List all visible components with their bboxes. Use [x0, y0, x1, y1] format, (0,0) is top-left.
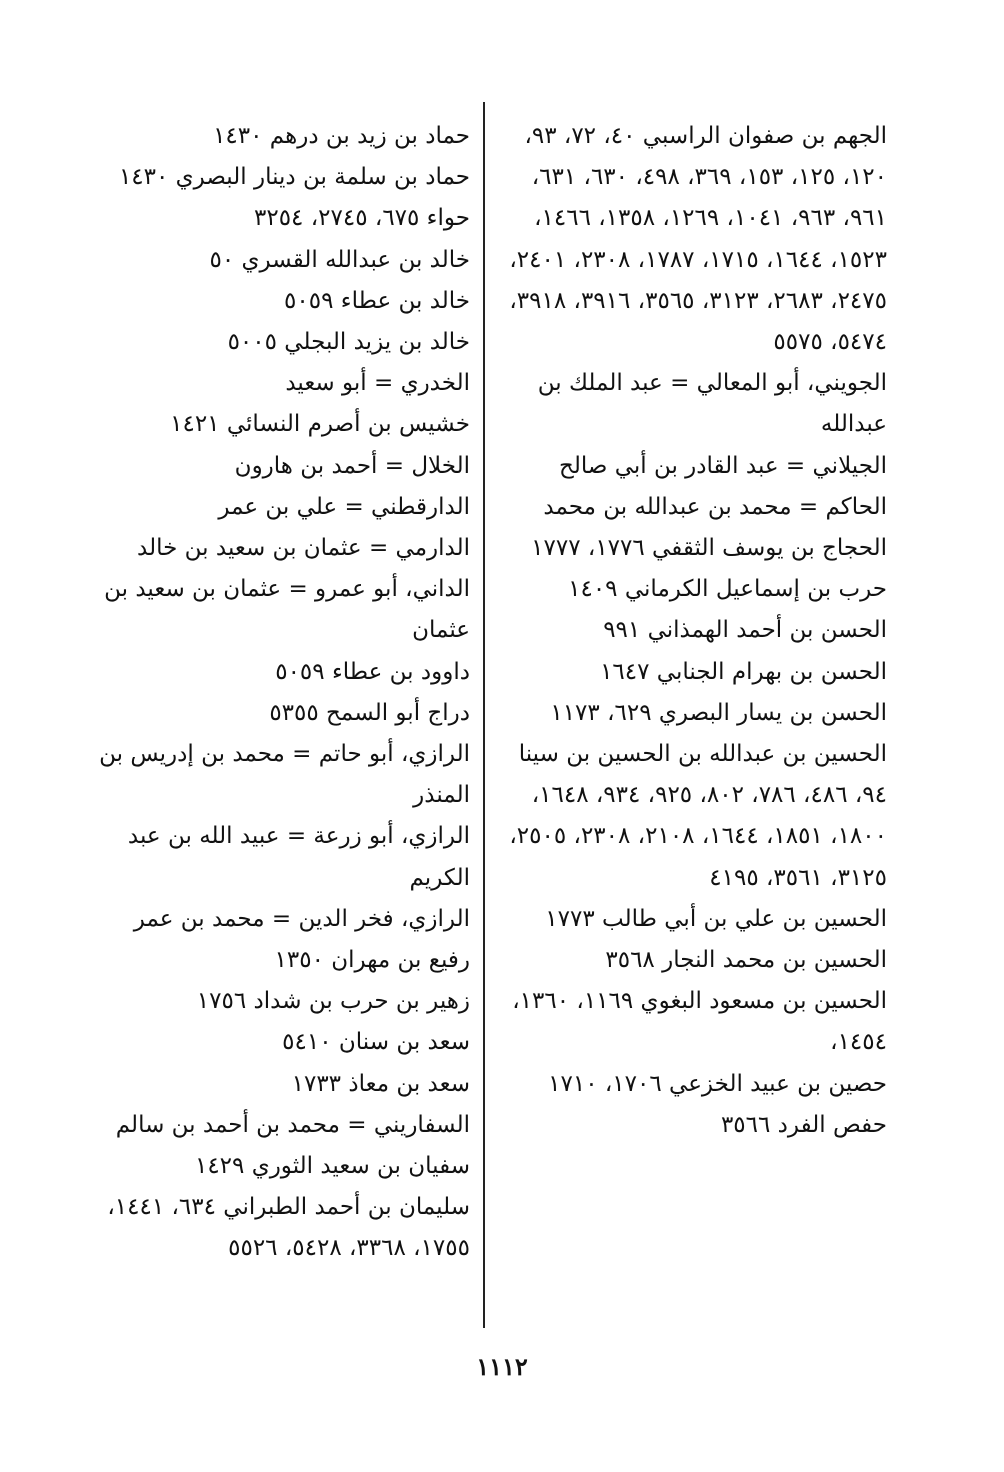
- index-entry: الحسين بن عبدالله بن الحسين بن سينا ٩٤، ٤٨٦، ٧٨٦، ٨٠٢، ٩٢٥، ٩٣٤، ١٦٤٨، ١٨٠٠، ١٨٥١، ١٦٤٤، ٢١٠٨، ٢٣٠٨، ٢٥٠٥، ٣١٢٥، ٣٥٦١، ٤١٩٥: [509, 741, 887, 891]
- column-divider: [483, 102, 485, 1328]
- index-entry: الجهم بن صفوان الراسبي ٤٠، ٧٢، ٩٣، ١٢٠، ١٢٥، ١٥٣، ٣٦٩، ٤٩٨، ٦٣٠، ٦٣١، ٩٦١، ٩٦٣، ١٠٤١، ١٢٦٩، ١٣٥٨، ١٤٦٦، ١٥٢٣، ١٦٤٤، ١٧١٥، ١٧٨٧، ٢٣٠٨، ٢٤٠١، ٢٤٧٥، ٢٦٨٣، ٣١٢٣، ٣٥٦٥، ٣٩١٦، ٣٩١٨، ٥٤٧٤، ٥٥٧٥: [509, 123, 887, 356]
- index-entry: الحسين بن مسعود البغوي ١١٦٩، ١٣٦٠، ١٤٥٤،: [512, 988, 887, 1056]
- index-entry: الحسن بن أحمد الهمذاني ٩٩١: [603, 617, 887, 644]
- index-column-right: [497, 116, 887, 1146]
- index-entry: الرازي، فخر الدين = محمد بن عمر: [133, 905, 470, 932]
- index-entry: الجيلاني = عبد القادر بن أبي صالح: [558, 452, 887, 479]
- index-entry: الحجاج بن يوسف الثقفي ١٧٧٦، ١٧٧٧: [531, 535, 887, 562]
- scan-corner-mark: [960, 6, 974, 20]
- index-entry: سعد بن سنان ٥٤١٠: [282, 1029, 470, 1056]
- index-entry: زهير بن حرب بن شداد ١٧٥٦: [196, 988, 470, 1015]
- index-entry: الحسين بن محمد النجار ٣٥٦٨: [605, 947, 887, 974]
- index-entry: سعد بن معاذ ١٧٣٣: [291, 1070, 470, 1097]
- index-entry: الدارمي = عثمان بن سعيد بن خالد: [137, 535, 470, 562]
- index-entry: حواء ٦٧٥، ٢٧٤٥، ٣٢٥٤: [254, 205, 470, 232]
- index-entry: الخلال = أحمد بن هارون: [234, 452, 470, 479]
- index-entry: خالد بن يزيد البجلي ٥٠٠٥: [227, 329, 470, 356]
- index-entry: خشيس بن أصرم النسائي ١٤٢١: [170, 411, 470, 438]
- index-entry: الداني، أبو عمرو = عثمان بن سعيد بن عثمان: [104, 576, 470, 644]
- index-column-left: [78, 116, 470, 1270]
- index-entry: سفيان بن سعيد الثوري ١٤٢٩: [194, 1153, 470, 1180]
- page-number: ١١١٢: [476, 1352, 528, 1381]
- index-entry: الخدري = أبو سعيد: [285, 370, 470, 397]
- index-entry: الرازي، أبو حاتم = محمد بن إدريس بن المنذر: [99, 741, 470, 809]
- index-entry: السفاريني = محمد بن أحمد بن سالم: [115, 1111, 470, 1138]
- index-entry: الحسن بن بهرام الجنابي ١٦٤٧: [600, 658, 887, 685]
- index-entry: الحسن بن يسار البصري ٦٢٩، ١١٧٣: [550, 699, 887, 726]
- index-entry: حفص الفرد ٣٥٦٦: [720, 1111, 887, 1138]
- index-entry: حماد بن سلمة بن دينار البصري ١٤٣٠: [118, 164, 470, 191]
- index-entry: سليمان بن أحمد الطبراني ٦٣٤، ١٤٤١، ١٧٥٥، ٣٣٦٨، ٥٤٢٨، ٥٥٢٦: [107, 1194, 470, 1262]
- index-entry: خالد بن عبدالله القسري ٥٠: [209, 246, 470, 273]
- index-entry: حرب بن إسماعيل الكرماني ١٤٠٩: [568, 576, 887, 603]
- index-entry: الدارقطني = علي بن عمر: [218, 493, 470, 520]
- index-entry: الجويني، أبو المعالي = عبد الملك بن عبدالله: [537, 370, 887, 438]
- index-entry: الرازي، أبو زرعة = عبيد الله بن عبد الكريم: [127, 823, 470, 891]
- index-entry: داوود بن عطاء ٥٠٥٩: [275, 658, 470, 685]
- index-entry: رفيع بن مهران ١٣٥٠: [274, 947, 470, 974]
- index-entry: الحسين بن علي بن أبي طالب ١٧٧٣: [545, 905, 887, 932]
- index-entry: حماد بن زيد بن درهم ١٤٣٠: [213, 123, 470, 149]
- index-entry: خالد بن عطاء ٥٠٥٩: [284, 287, 470, 314]
- index-entry: حصين بن عبيد الخزعي ١٧٠٦، ١٧١٠: [548, 1070, 887, 1097]
- index-entry: الحاكم = محمد بن عبدالله بن محمد: [543, 493, 887, 520]
- index-entry: دراج أبو السمح ٥٣٥٥: [269, 699, 470, 726]
